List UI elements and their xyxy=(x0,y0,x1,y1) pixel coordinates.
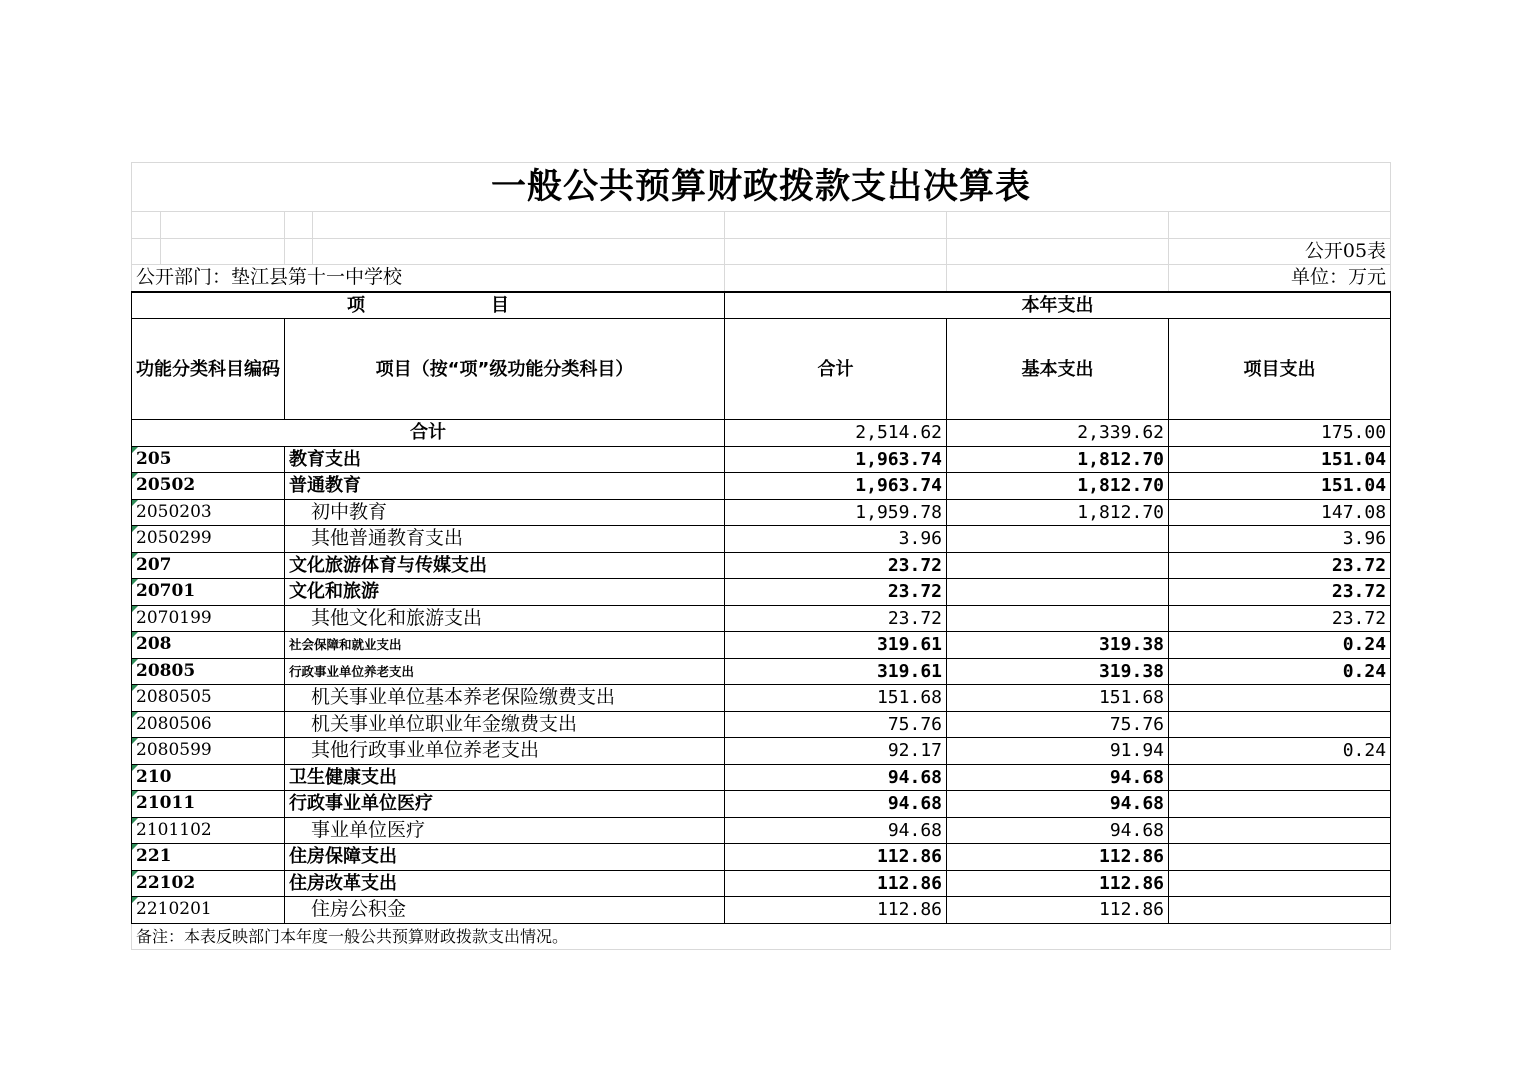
row-name: 卫生健康支出 xyxy=(285,764,725,791)
row-name: 文化旅游体育与传媒支出 xyxy=(285,552,725,579)
row-basic: 112.86 xyxy=(947,870,1169,897)
header-row-1 xyxy=(132,292,1391,319)
row-project xyxy=(1169,817,1391,844)
table-row xyxy=(132,870,1391,897)
row-code: 205 xyxy=(132,446,285,473)
row-basic: 112.86 xyxy=(947,844,1169,871)
row-project: 3.96 xyxy=(1169,526,1391,553)
row-project xyxy=(1169,791,1391,818)
total-amount: 2,514.62 xyxy=(725,420,947,447)
header-item-name: 项目（按“项”级功能分类科目） xyxy=(285,319,725,420)
row-name: 社会保障和就业支出 xyxy=(285,632,725,659)
row-name: 普通教育 xyxy=(285,473,725,500)
unit-label: 单位：万元 xyxy=(1169,265,1391,292)
table-row xyxy=(132,605,1391,632)
row-basic: 94.68 xyxy=(947,817,1169,844)
row-project xyxy=(1169,711,1391,738)
row-basic: 94.68 xyxy=(947,764,1169,791)
row-name: 事业单位医疗 xyxy=(285,817,725,844)
row-name: 住房公积金 xyxy=(285,897,725,924)
row-total: 94.68 xyxy=(725,764,947,791)
row-project: 0.24 xyxy=(1169,738,1391,765)
form-no-row xyxy=(132,238,1391,265)
table-row xyxy=(132,844,1391,871)
table-row xyxy=(132,738,1391,765)
row-basic: 319.38 xyxy=(947,658,1169,685)
row-basic: 151.68 xyxy=(947,685,1169,712)
row-project xyxy=(1169,764,1391,791)
row-code: 208 xyxy=(132,632,285,659)
row-code: 2080599 xyxy=(132,738,285,765)
row-basic: 91.94 xyxy=(947,738,1169,765)
spacer-row xyxy=(132,212,1391,239)
row-project: 23.72 xyxy=(1169,579,1391,606)
table-row xyxy=(132,552,1391,579)
row-name: 机关事业单位基本养老保险缴费支出 xyxy=(285,685,725,712)
row-project: 23.72 xyxy=(1169,552,1391,579)
total-label: 合计 xyxy=(132,420,725,447)
row-code: 2050299 xyxy=(132,526,285,553)
page-title: 一般公共预算财政拨款支出决算表 xyxy=(132,163,1391,212)
form-number: 公开05表 xyxy=(1169,238,1391,265)
row-name: 其他普通教育支出 xyxy=(285,526,725,553)
row-code: 2101102 xyxy=(132,817,285,844)
row-total: 23.72 xyxy=(725,579,947,606)
row-basic xyxy=(947,605,1169,632)
row-basic: 112.86 xyxy=(947,897,1169,924)
header-current-year: 本年支出 xyxy=(725,292,1391,319)
row-project: 23.72 xyxy=(1169,605,1391,632)
table-row xyxy=(132,473,1391,500)
table-row xyxy=(132,526,1391,553)
row-project: 147.08 xyxy=(1169,499,1391,526)
row-total: 112.86 xyxy=(725,870,947,897)
table-row xyxy=(132,764,1391,791)
row-name: 行政事业单位医疗 xyxy=(285,791,725,818)
row-name: 住房保障支出 xyxy=(285,844,725,871)
row-name: 初中教育 xyxy=(285,499,725,526)
row-project: 151.04 xyxy=(1169,473,1391,500)
row-name: 其他文化和旅游支出 xyxy=(285,605,725,632)
row-total: 75.76 xyxy=(725,711,947,738)
row-basic: 1,812.70 xyxy=(947,473,1169,500)
row-basic: 75.76 xyxy=(947,711,1169,738)
row-total: 1,963.74 xyxy=(725,473,947,500)
table-row xyxy=(132,685,1391,712)
row-basic: 1,812.70 xyxy=(947,446,1169,473)
row-total: 92.17 xyxy=(725,738,947,765)
header-project: 项目支出 xyxy=(1169,319,1391,420)
budget-table xyxy=(131,162,1391,950)
row-name: 其他行政事业单位养老支出 xyxy=(285,738,725,765)
row-code: 20502 xyxy=(132,473,285,500)
row-code: 221 xyxy=(132,844,285,871)
row-total: 3.96 xyxy=(725,526,947,553)
row-total: 1,959.78 xyxy=(725,499,947,526)
row-project xyxy=(1169,870,1391,897)
row-basic xyxy=(947,552,1169,579)
budget-sheet xyxy=(131,162,1390,950)
department-label: 公开部门：垫江县第十一中学校 xyxy=(132,265,725,292)
row-code: 210 xyxy=(132,764,285,791)
row-basic xyxy=(947,526,1169,553)
row-name: 文化和旅游 xyxy=(285,579,725,606)
table-row xyxy=(132,711,1391,738)
table-row xyxy=(132,632,1391,659)
row-total: 112.86 xyxy=(725,844,947,871)
row-basic xyxy=(947,579,1169,606)
row-code: 20805 xyxy=(132,658,285,685)
row-code: 20701 xyxy=(132,579,285,606)
row-basic: 319.38 xyxy=(947,632,1169,659)
row-name: 住房改革支出 xyxy=(285,870,725,897)
row-total: 94.68 xyxy=(725,817,947,844)
row-code: 2070199 xyxy=(132,605,285,632)
table-row xyxy=(132,658,1391,685)
header-code: 功能分类科目编码 xyxy=(132,319,285,420)
row-project xyxy=(1169,897,1391,924)
row-code: 2210201 xyxy=(132,897,285,924)
row-total: 94.68 xyxy=(725,791,947,818)
total-row xyxy=(132,420,1391,447)
total-basic: 2,339.62 xyxy=(947,420,1169,447)
row-name: 教育支出 xyxy=(285,446,725,473)
header-item: 项 目 xyxy=(132,292,725,319)
note-row xyxy=(132,923,1391,950)
row-code: 207 xyxy=(132,552,285,579)
row-code: 22102 xyxy=(132,870,285,897)
row-total: 1,963.74 xyxy=(725,446,947,473)
row-total: 23.72 xyxy=(725,552,947,579)
row-name: 机关事业单位职业年金缴费支出 xyxy=(285,711,725,738)
row-project: 151.04 xyxy=(1169,446,1391,473)
footnote: 备注：本表反映部门本年度一般公共预算财政拨款支出情况。 xyxy=(132,923,1391,950)
row-total: 23.72 xyxy=(725,605,947,632)
row-project: 0.24 xyxy=(1169,632,1391,659)
row-basic: 1,812.70 xyxy=(947,499,1169,526)
table-row xyxy=(132,499,1391,526)
row-total: 319.61 xyxy=(725,632,947,659)
table-row xyxy=(132,791,1391,818)
header-basic: 基本支出 xyxy=(947,319,1169,420)
row-project xyxy=(1169,844,1391,871)
row-project xyxy=(1169,685,1391,712)
row-total: 112.86 xyxy=(725,897,947,924)
row-name: 行政事业单位养老支出 xyxy=(285,658,725,685)
total-project: 175.00 xyxy=(1169,420,1391,447)
table-row xyxy=(132,579,1391,606)
table-row xyxy=(132,817,1391,844)
header-total: 合计 xyxy=(725,319,947,420)
row-code: 21011 xyxy=(132,791,285,818)
row-code: 2050203 xyxy=(132,499,285,526)
row-project: 0.24 xyxy=(1169,658,1391,685)
table-row xyxy=(132,897,1391,924)
table-row xyxy=(132,446,1391,473)
row-total: 319.61 xyxy=(725,658,947,685)
row-code: 2080506 xyxy=(132,711,285,738)
header-row-2 xyxy=(132,319,1391,420)
department-row xyxy=(132,265,1391,292)
row-basic: 94.68 xyxy=(947,791,1169,818)
row-total: 151.68 xyxy=(725,685,947,712)
row-code: 2080505 xyxy=(132,685,285,712)
